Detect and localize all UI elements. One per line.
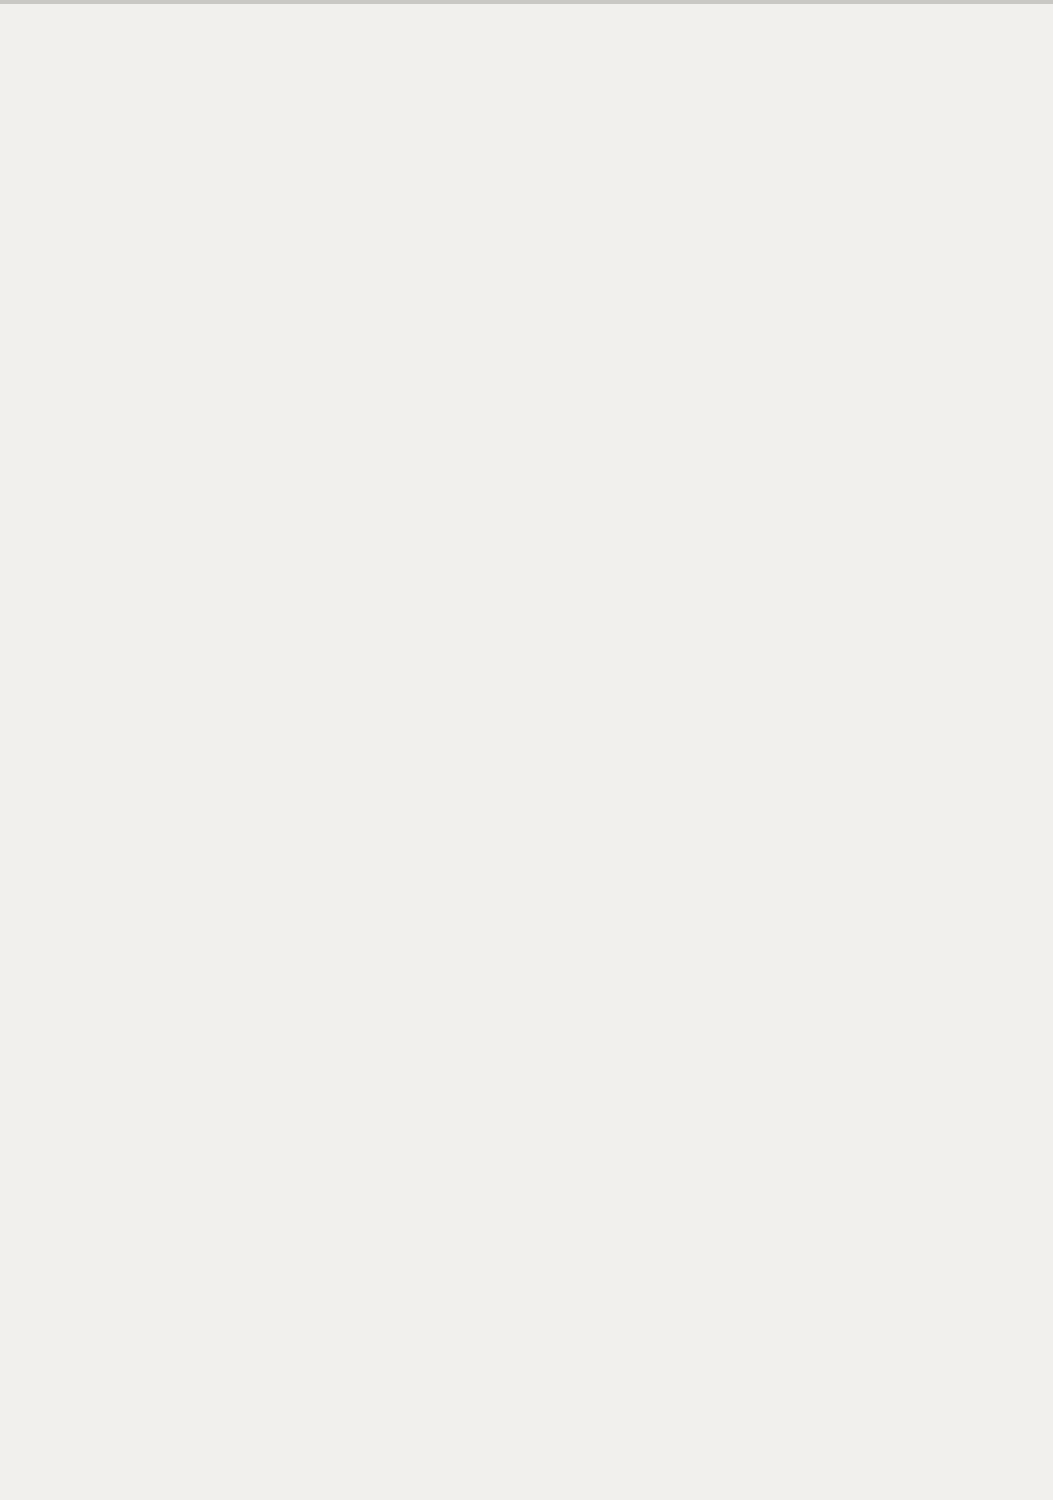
text-line [116, 962, 888, 996]
text-line [116, 724, 888, 758]
text-line [116, 656, 888, 690]
text-line [116, 417, 888, 451]
text-line [116, 383, 888, 417]
text-line [116, 1235, 888, 1269]
text-line [116, 894, 888, 928]
text-line [116, 485, 888, 519]
text-line [116, 621, 918, 655]
text-line [116, 451, 888, 485]
text-line [116, 144, 888, 178]
text-line [116, 996, 888, 1030]
text-line [116, 110, 888, 144]
text-line [116, 246, 888, 280]
text-line [116, 587, 888, 621]
text-line [116, 1269, 888, 1303]
body-text [116, 110, 888, 1337]
text-line [116, 212, 888, 246]
text-line [116, 553, 888, 587]
text-line [116, 860, 888, 894]
text-line [116, 178, 918, 212]
text-line [116, 826, 888, 860]
text-line [116, 1031, 888, 1065]
text-line [116, 1167, 888, 1201]
text-line [116, 1065, 888, 1099]
text-line [116, 758, 888, 792]
text-line [116, 349, 888, 383]
text-line [116, 1099, 888, 1133]
text-line [116, 1201, 888, 1235]
text-line [116, 519, 888, 553]
text-line [116, 1133, 888, 1167]
text-line [116, 690, 888, 724]
text-line [116, 1303, 888, 1337]
text-line [116, 792, 888, 826]
page-top-edge [0, 0, 1053, 4]
text-line [116, 280, 888, 314]
text-line [116, 315, 888, 349]
text-line [116, 928, 888, 962]
